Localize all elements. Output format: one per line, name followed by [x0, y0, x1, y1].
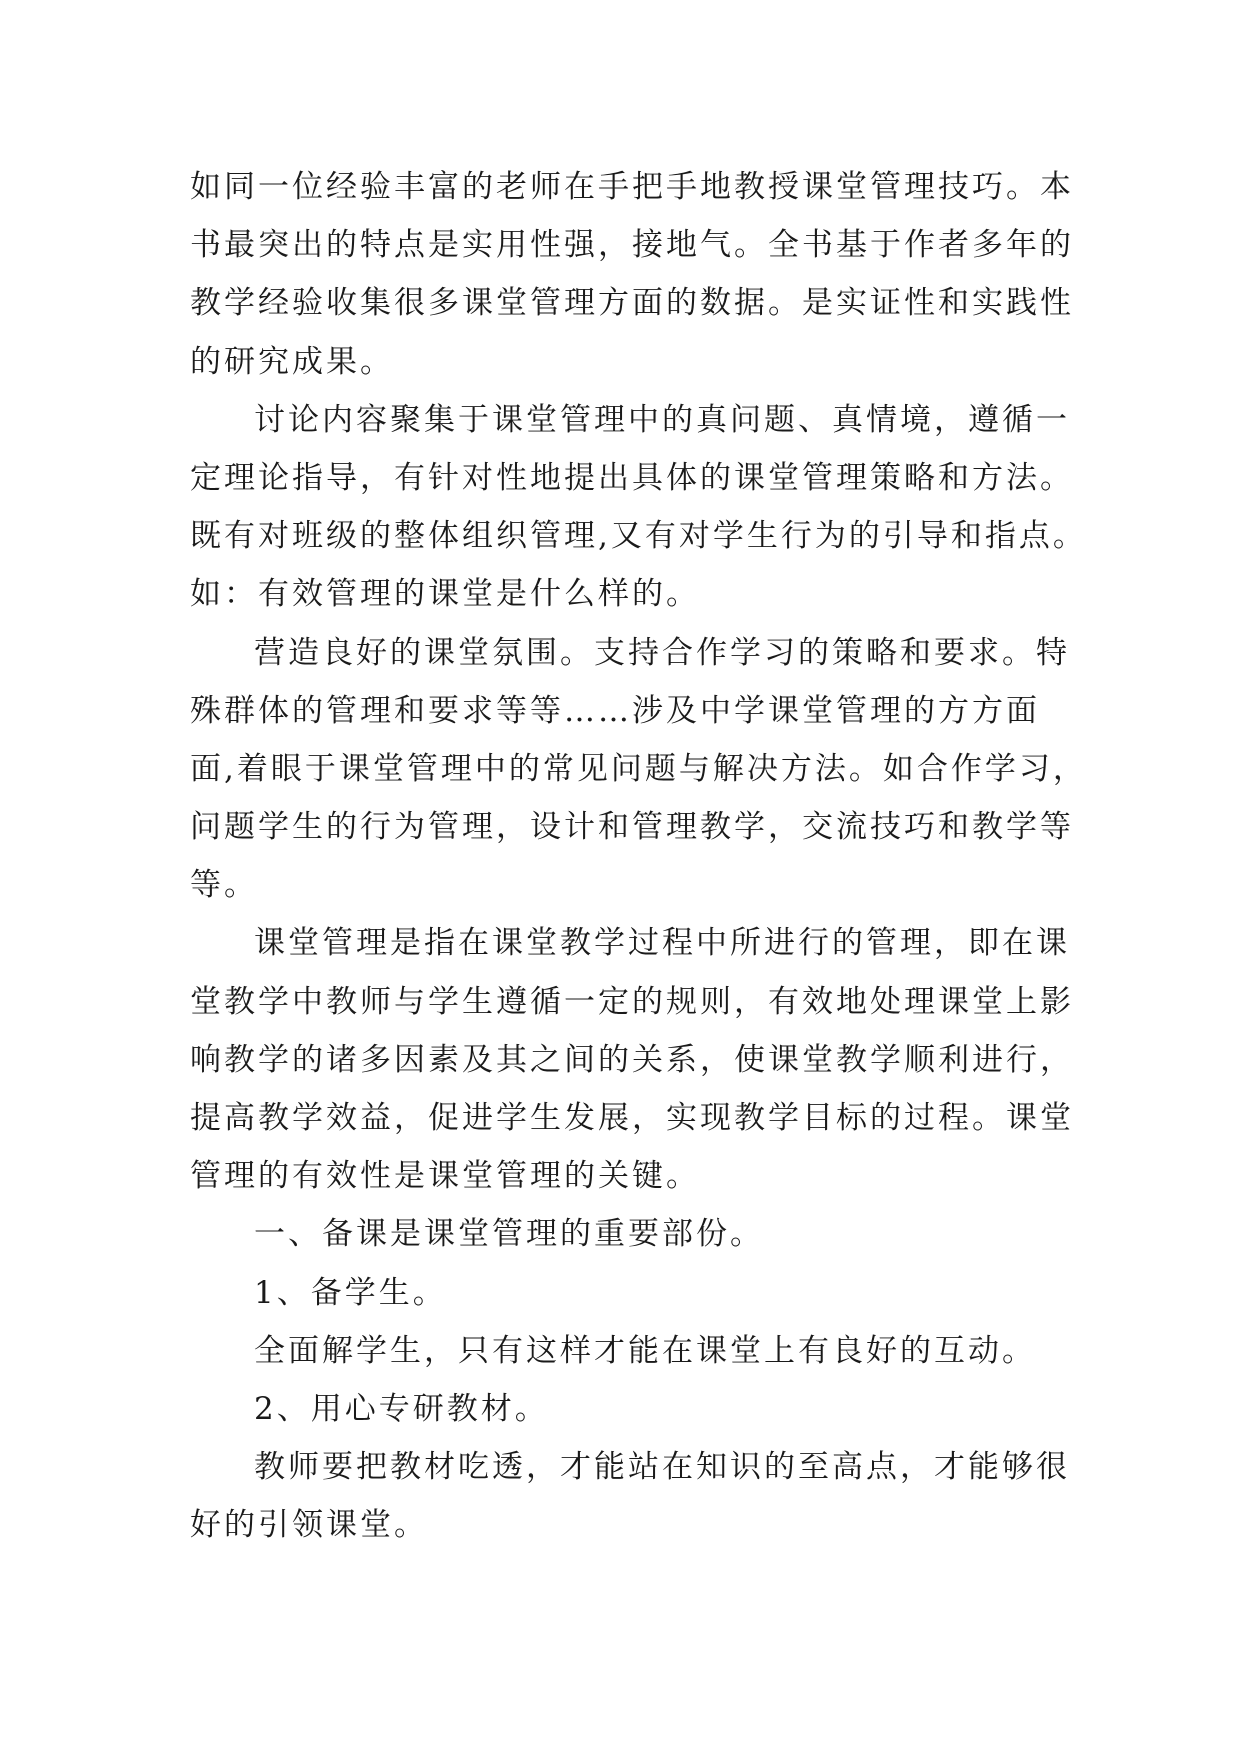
text-line: 管理的有效性是课堂管理的关键。 [190, 1158, 700, 1195]
paragraph-first-line: 全面解学生，只有这样才能在课堂上有良好的互动。 [254, 1332, 1036, 1369]
text-line: 殊群体的管理和要求等等……涉及中学课堂管理的方方面 [190, 692, 1040, 729]
text-line: 提高教学效益，促进学生发展，实现教学目标的过程。课堂 [190, 1100, 1074, 1136]
text-line: 面,着眼于课堂管理中的常见问题与解决方法。如合作学习， [190, 750, 1087, 787]
text-line: 如：有效管理的课堂是什么样的。 [190, 576, 700, 613]
text-line: 如同一位经验丰富的老师在手把手地教授课堂管理技巧。本 [190, 169, 1074, 205]
text-line: 问题学生的行为管理，设计和管理教学，交流技巧和教学等 [190, 809, 1074, 846]
text-line: 堂教学中教师与学生遵循一定的规则，有效地处理课堂上影 [190, 983, 1074, 1020]
text-line: 等。 [190, 867, 258, 904]
paragraph-first-line: 讨论内容聚集于课堂管理中的真问题、真情境，遵循一 [254, 401, 1070, 438]
text-line: 定理论指导，有针对性地提出具体的课堂管理策略和方法。 [190, 459, 1074, 496]
paragraph-first-line: 营造良好的课堂氛围。支持合作学习的策略和要求。特 [254, 634, 1070, 671]
text-line: 的研究成果。 [190, 343, 394, 380]
subsection-heading: 1、备学生。 [254, 1274, 447, 1311]
text-line: 响教学的诸多因素及其之间的关系，使课堂教学顺利进行， [190, 1041, 1074, 1078]
paragraph-first-line: 教师要把教材吃透，才能站在知识的至高点，才能够很 [254, 1449, 1070, 1486]
text-line: 教学经验收集很多课堂管理方面的数据。是实证性和实践性 [190, 285, 1074, 322]
section-heading: 一、备课是课堂管理的重要部份。 [254, 1216, 764, 1253]
document-body [190, 158, 1087, 1555]
paragraph-first-line: 课堂管理是指在课堂教学过程中所进行的管理，即在课 [254, 925, 1070, 962]
subsection-heading: 2、用心专研教材。 [254, 1390, 549, 1427]
text-line: 好的引领课堂。 [190, 1507, 428, 1544]
text-line: 书最突出的特点是实用性强，接地气。全书基于作者多年的 [190, 227, 1074, 264]
text-line: 既有对班级的整体组织管理,又有对学生行为的引导和指点。 [190, 518, 1087, 555]
